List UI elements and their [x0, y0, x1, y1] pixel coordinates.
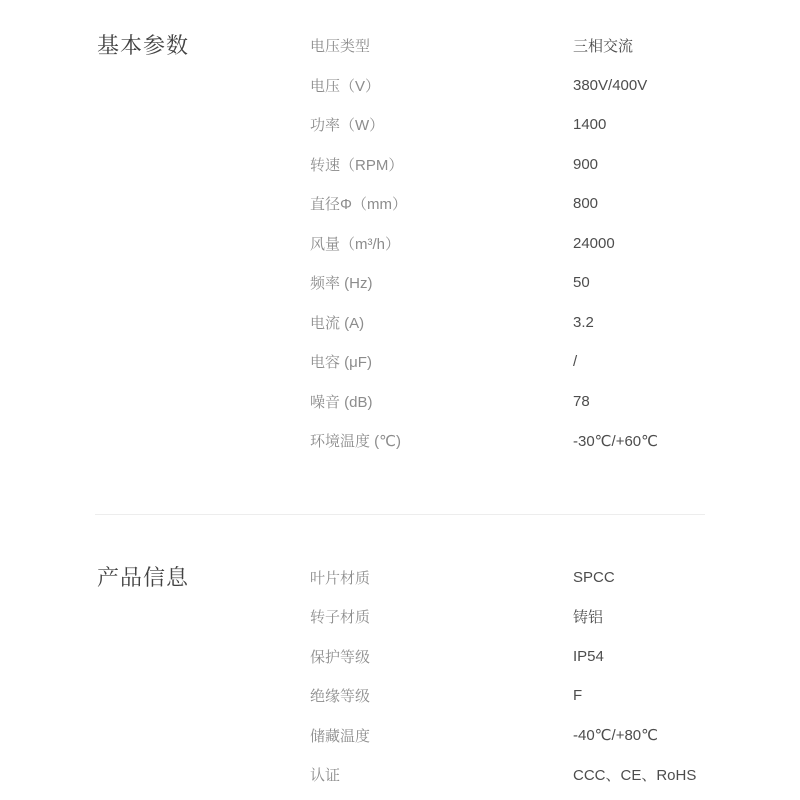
spec-value: 1400: [573, 116, 607, 134]
spec-label: 认证: [310, 767, 341, 785]
spec-value: IP54: [573, 647, 604, 665]
spec-value: 3.2: [573, 313, 594, 331]
spec-label: 叶片材质: [310, 569, 371, 587]
spec-row: [310, 676, 705, 716]
spec-value: 380V/400V: [573, 76, 648, 94]
spec-label: 电压（V）: [310, 77, 381, 95]
spec-value: 24000: [573, 234, 615, 252]
spec-value: 900: [573, 155, 599, 173]
spec-label: 储藏温度: [310, 727, 371, 745]
spec-rows: [310, 26, 705, 461]
spec-label: 电流 (A): [310, 314, 365, 332]
section-title: 产品信息: [97, 564, 190, 590]
spec-label: 风量（m³/h）: [310, 235, 401, 253]
spec-value: 三相交流: [573, 38, 634, 56]
spec-value: 50: [573, 274, 590, 292]
spec-value: 铸铝: [573, 609, 604, 627]
spec-row: [310, 342, 705, 382]
spec-value: /: [573, 353, 578, 371]
spec-label: 功率（W）: [310, 117, 385, 135]
spec-value: F: [573, 687, 583, 705]
spec-row: [310, 382, 705, 422]
spec-row: [310, 755, 705, 795]
spec-label: 频率 (Hz): [310, 275, 373, 293]
spec-label: 电压类型: [310, 38, 371, 56]
spec-row: [310, 597, 705, 637]
section-title: 基本参数: [97, 33, 190, 58]
spec-row: [310, 26, 705, 66]
spec-value: CCC、CE、RoHS: [573, 767, 697, 785]
spec-label: 直径Φ（mm）: [310, 196, 407, 214]
spec-row: [310, 421, 705, 461]
spec-row: [310, 558, 705, 598]
spec-row: [310, 637, 705, 677]
section-divider: [95, 514, 705, 515]
spec-row: [310, 263, 705, 303]
spec-row: [310, 66, 705, 106]
spec-rows: [310, 558, 705, 795]
spec-label: 绝缘等级: [310, 688, 371, 706]
spec-row: [310, 224, 705, 264]
spec-label: 噪音 (dB): [310, 393, 373, 411]
spec-label: 环境温度 (℃): [310, 433, 402, 451]
section-product-info: [95, 558, 705, 795]
spec-row: [310, 716, 705, 756]
spec-label: 转速（RPM）: [310, 156, 404, 174]
spec-value: -40℃/+80℃: [573, 727, 658, 745]
spec-label: 转子材质: [310, 609, 371, 627]
spec-label: 保护等级: [310, 648, 371, 666]
spec-label: 电容 (μF): [310, 354, 372, 372]
section-basic-parameters: [95, 26, 705, 461]
spec-row: [310, 105, 705, 145]
spec-value: SPCC: [573, 568, 615, 586]
spec-row: [310, 145, 705, 185]
spec-row: [310, 303, 705, 343]
spec-row: [310, 184, 705, 224]
spec-value: 78: [573, 392, 590, 410]
spec-value: 800: [573, 195, 599, 213]
spec-value: -30℃/+60℃: [573, 432, 658, 450]
